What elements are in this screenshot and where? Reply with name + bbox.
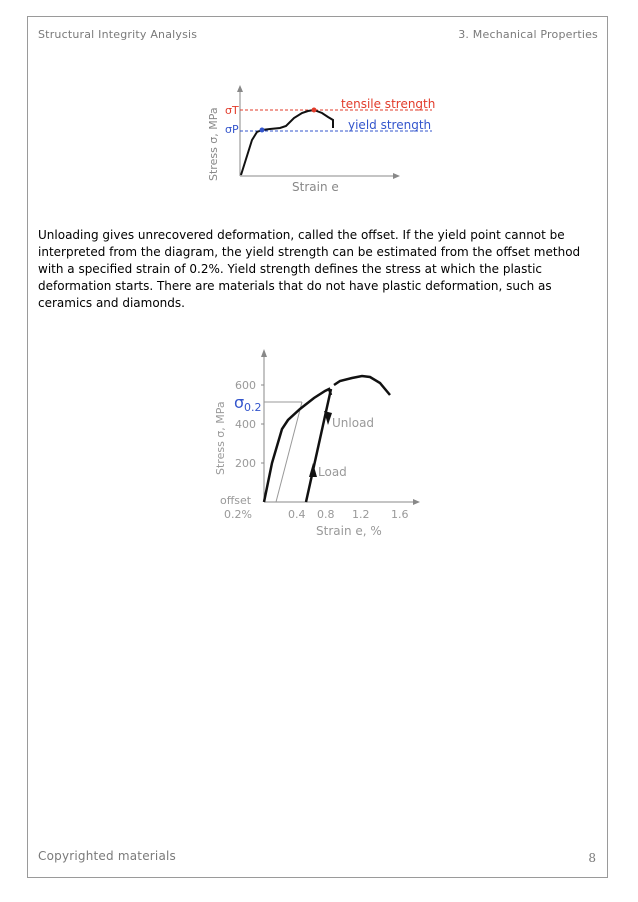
- y-axis-label: Stress σ, MPa: [207, 107, 220, 181]
- tensile-point: [312, 108, 317, 113]
- sigma-t-label: σT: [225, 104, 239, 117]
- reload-curve: [334, 376, 390, 395]
- x-axis-label: Strain e, %: [316, 524, 382, 538]
- stress-strain-diagram: [200, 85, 440, 200]
- x-tick-label: 0.4: [288, 508, 306, 521]
- sigma-subscript: 0.2: [244, 401, 262, 414]
- sigma-p-label: σP: [225, 123, 239, 136]
- y-tick-label: 200: [235, 457, 256, 470]
- x-axis-label: Strain e: [292, 180, 339, 194]
- y-axis-arrow: [237, 85, 243, 92]
- body-paragraph: Unloading gives unrecovered deformation, called the offset. If the yield point cannot be interpreted from the diagram, the yield strength can be estimated from the offset method with a specified strain of 0.2%. Yield strength defines the stress at which the plastic deformation starts. There are materials that do not have plastic deformation, such as ceramics and diamonds.: [38, 228, 581, 310]
- x-axis-arrow: [413, 499, 420, 505]
- x-tick-label: 1.2: [352, 508, 370, 521]
- unload-label: Unload: [332, 416, 375, 430]
- x-axis-arrow: [393, 173, 400, 179]
- load-label: Load: [318, 465, 347, 479]
- header-title: Structural Integrity Analysis: [38, 28, 198, 41]
- page-number: 8: [588, 851, 596, 865]
- yield-strength-label: yield strength: [348, 118, 432, 132]
- unload-curve: [306, 389, 331, 502]
- offset-method-diagram: [210, 345, 420, 545]
- offset-line: [276, 402, 302, 502]
- load-curve: [264, 389, 331, 502]
- y-axis-arrow: [261, 349, 267, 357]
- load-arrow: [309, 463, 317, 477]
- footer-copyright: Copyrighted materials: [38, 849, 176, 863]
- header-section: 3. Mechanical Properties: [458, 28, 598, 41]
- y-tick-label: 400: [235, 418, 256, 431]
- x-tick-label: 1.6: [391, 508, 409, 521]
- sigma-label: σ: [234, 393, 245, 412]
- stress-strain-curve: [241, 110, 333, 175]
- offset-value: 0.2%: [224, 508, 252, 521]
- yield-point: [260, 128, 265, 133]
- x-tick-label: 0.8: [317, 508, 335, 521]
- y-axis-label: Stress σ, MPa: [214, 401, 227, 475]
- y-tick-label: 600: [235, 379, 256, 392]
- offset-label: offset: [220, 494, 252, 507]
- tensile-strength-label: tensile strength: [341, 97, 436, 111]
